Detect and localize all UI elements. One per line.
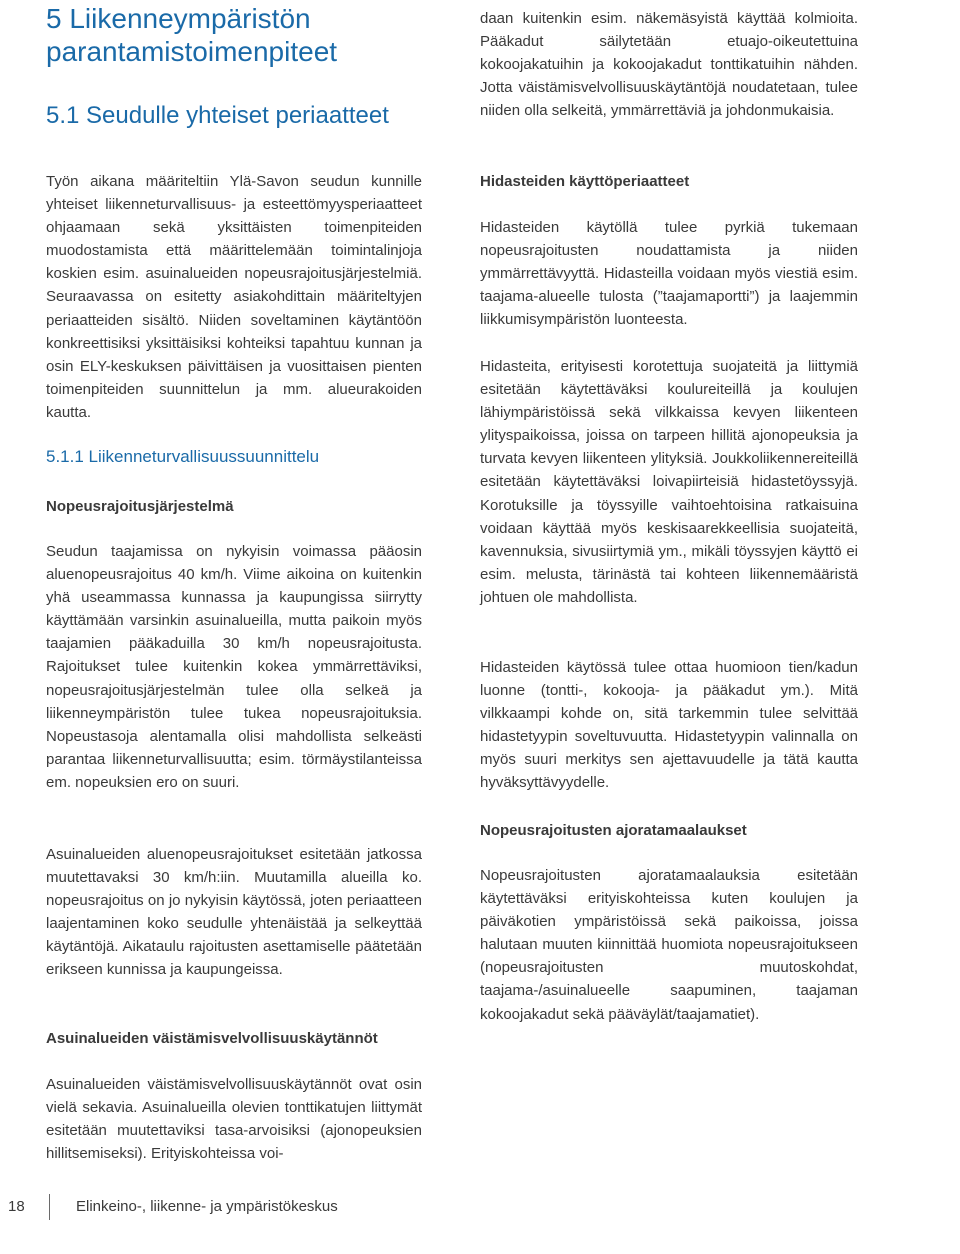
road-markings-paragraph: Nopeusrajoitusten ajoratamaalauksia esitetään käytettäväksi erityiskohteissa kuten koulujen ja päiväkotien ympäristöissä sekä paikoissa, joissa halutaan muuten kiinnittää huomiota nopeusrajoitukseen (nopeusrajoitusten muutoskohdat, taajama-/asuinalueelle saapuminen, taajaman kokoojakadut sekä pääväylät/taajamatiet). [480,867,858,1023]
speed-limit-paragraph-1: Seudun taajamissa on nykyisin voimassa pääosin aluenopeusrajoitus 40 km/h. Viime aikoina on kuitenkin yhä useammassa kunnassa ja kaupungissa siirrytty käyttämään varsinkin asuinalueilla, mutta paikoin myös taajamien pääkaduilla 30 km/h nopeusrajoitusta. Rajoitukset tulee kuitenkin kokea ymmärrettäviksi, nopeusrajoitusjärjestelmän tulee olla selkeä ja liikenneympäristön tulee tukea nopeusrajoituksia. Nopeustasoja alentamalla olisi mahdollista selkeästi parantaa liikenneturvallisuutta; esim. törmäystilanteissa em. nopeuksien ero on suuri. [46,543,422,791]
subsection-title: 5.1.1 Liikenneturvallisuussuunnittelu [46,447,320,466]
speed-humps-paragraph-1: Hidasteiden käytöllä tulee pyrkiä tukemaan nopeusrajoitusten noudattamista ja niiden ymmärrettävyyttä. Hidasteilla voidaan myös viestiä esim. taajama-alueelle tulosta (”taajamaportti”) ja laajemmin liikkumisympäristön luonteesta. [480,219,858,329]
speed-limit-paragraph-2: Asuinalueiden aluenopeusrajoitukset esitetään jatkossa muutettavaksi 30 km/h:iin. Muutamilla alueilla ko. nopeusrajoitus on jo nykyisin käytössä, joten periaatteen laajentaminen koko seudulle yhtenäistää ja selkeyttää käytäntöjä. Aikataulu rajoitusten asettamiselle päätetään erikseen kunnissa ja kaupungeissa. [46,846,422,979]
intro-paragraph: Työn aikana määriteltiin Ylä-Savon seudun kunnille yhteiset liikenneturvallisuus- ja esteettömyysperiaatteet ohjaamaan sekä yksittäisten toimenpiteiden muodostamista että määrittelemään toimintalinjoja koskien esim. asuinalueiden nopeusrajoitusjärjestelmiä. Seuraavassa on esitetty asiakohdittain määriteltyjen periaatteiden sisältö. Niiden soveltaminen käytäntöön konkreettisiksi yksittäisiksi kohteiksi tapahtuu kunnan ja osin ELY-keskuksen päivittäisen ja vuosittaisen pienten toimenpiteiden suunnittelun ja mm. alueurakoiden kautta. [46,173,422,421]
yield-rules-paragraph: Asuinalueiden väistämisvelvollisuuskäytännöt ovat osin vielä sekavia. Asuinalueilla olevien tonttikatujen liittymät esitetään muutettaviksi tasa-arvoisiksi (ajonopeuksien hillitsemiseksi). Erityiskohteissa voi- [46,1076,422,1163]
page-footer [0,1190,960,1224]
speed-humps-paragraph-3: Hidasteiden käytössä tulee ottaa huomioon tien/kadun luonne (tontti-, kokooja- ja pääkadut ym.). Mitä vilkkaampi kohde on, sitä tarkemmin tulee selvittää hidastetyypin soveltuvuutta. Hidastetyypin valinnalla on myös suuri merkitys sen ajettavuudelle ja tätä kautta hyväksyttävyydelle. [480,659,858,792]
page-number: 18 [8,1198,25,1215]
speed-humps-paragraph-2: Hidasteita, erityisesti korotettuja suojateitä ja liittymiä esitetään käytettäväksi koulureiteillä ja koulujen lähiympäristöissä sekä vilkkaissa kevyen liikenteen ylityspaikoissa, joissa on tarpeen hillitä ajonopeuksia ja turvata kevyen liikenteen ylityksiä. Joukkoliikennereiteillä esitetään käytettäväksi loivapiirteisiä hidastetöyssyjä. Korotuksille ja töyssyille vaihtoehtoisina ratkaisuina voidaan käyttää myös keskisaarekkeellisia suojateitä, kavennuksia, sivusiirtymiä ym., mikäli töyssyjen käyttö ei esim. melusta, tärinästä tai kohteen liikennemääristä johtuen ole mahdollista. [480,358,858,606]
speed-limit-heading: Nopeusrajoitusjärjestelmä [46,498,234,515]
footer-publisher: Elinkeino-, liikenne- ja ympäristökeskus [76,1198,338,1215]
chapter-title: 5 Liikenneympäristön parantamistoimenpiteet [46,3,338,67]
yield-rules-heading: Asuinalueiden väistämisvelvollisuuskäytännöt [46,1030,378,1047]
road-markings-heading: Nopeusrajoitusten ajoratamaalaukset [480,822,747,839]
speed-humps-heading: Hidasteiden käyttöperiaatteet [480,173,690,190]
section-title: 5.1 Seudulle yhteiset periaatteet [46,102,389,129]
continued-paragraph: daan kuitenkin esim. näkemäsyistä käyttää kolmioita. Pääkadut säilytetään etuajo-oikeutettuina kokoojakatuihin ja kokoojakadut tonttikatuihin nähden. Jotta väistämisvelvollisuuskäytäntöjä noudatetaan, tulee niiden olla selkeitä, ymmärrettäviä ja johdonmukaisia. [480,10,858,120]
footer-divider [49,1194,50,1220]
